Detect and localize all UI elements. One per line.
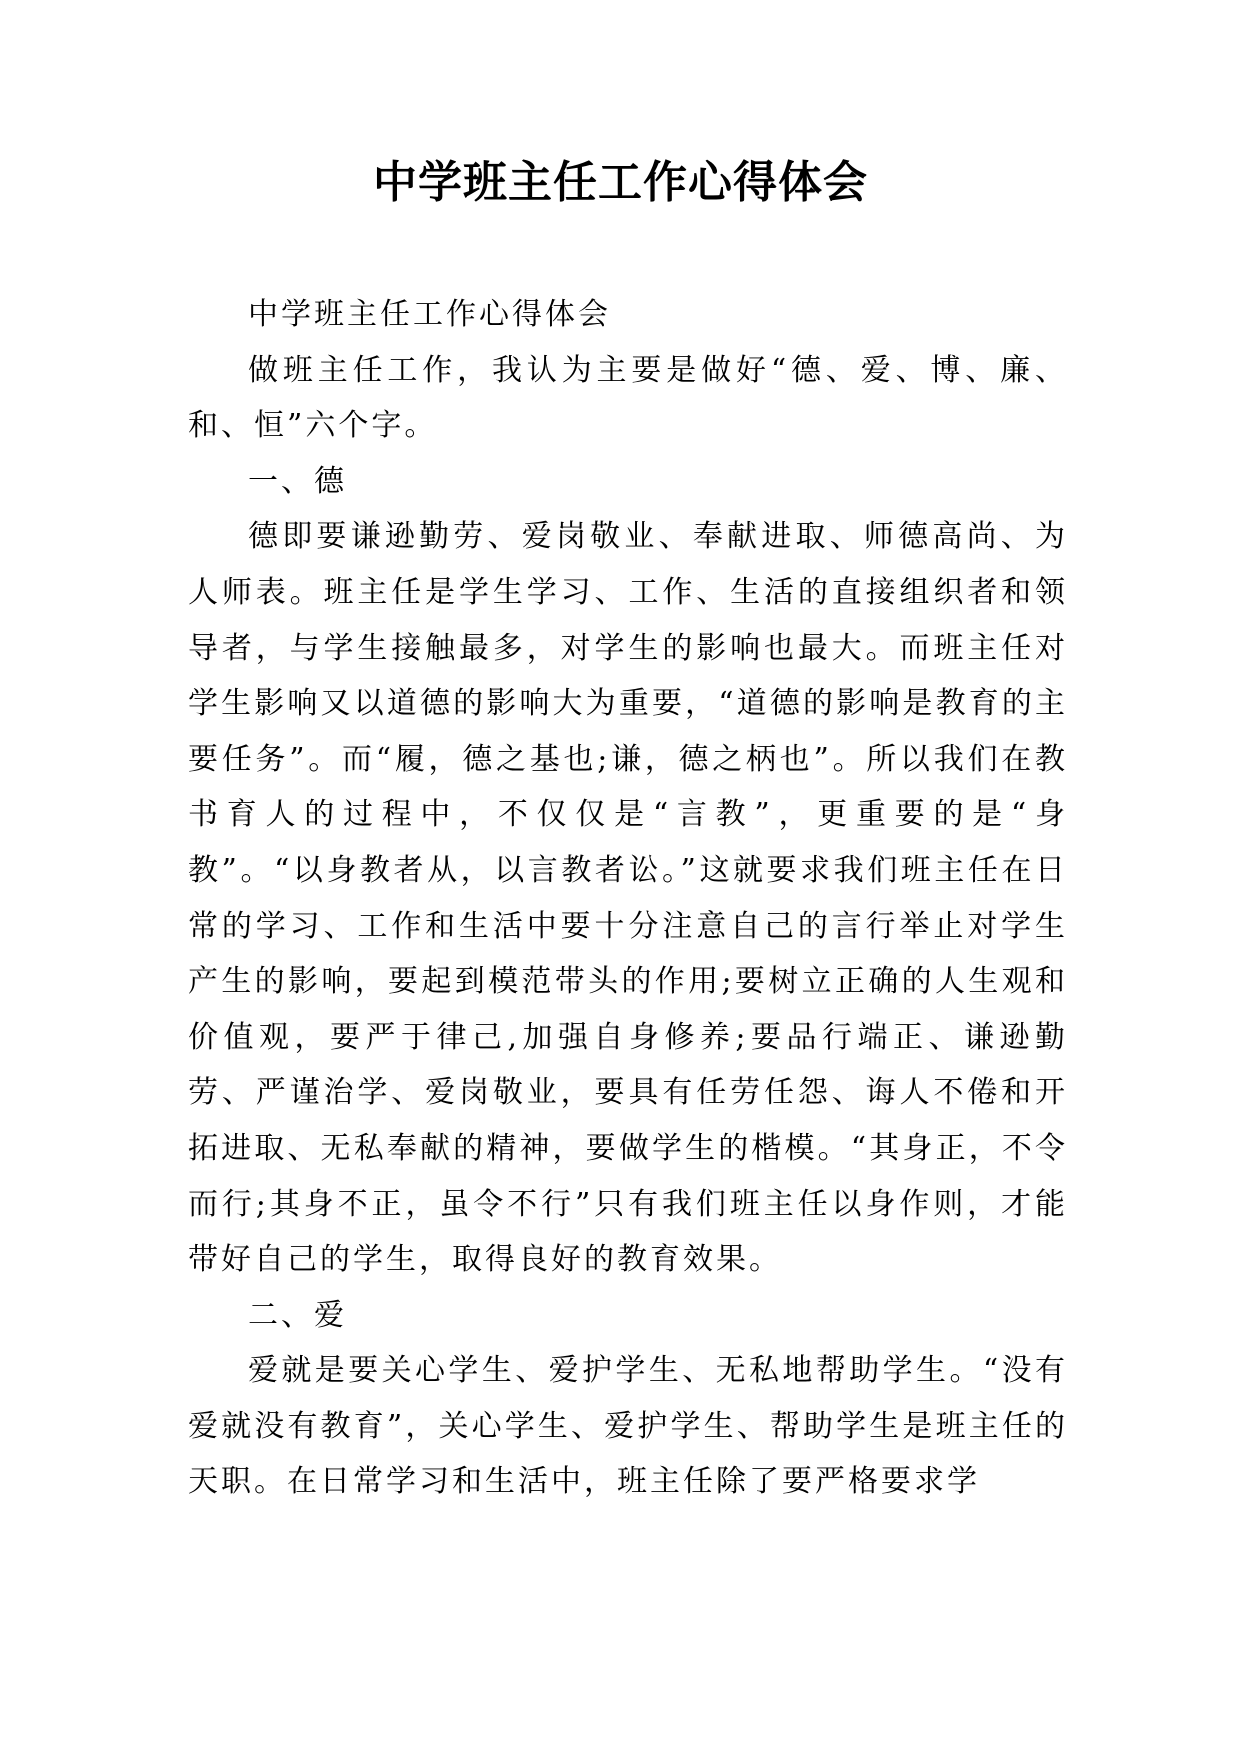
paragraph-ai: 爱就是要关心学生、爱护学生、无私地帮助学生。“没有爱就没有教育”，关心学生、爱护学生、帮助学生是班主任的天职。在日常学习和生活中，班主任除了要严格要求学: [188, 1353, 1068, 1500]
document-body: [188, 287, 1068, 1510]
section-heading-ai: 二、爱: [248, 1297, 347, 1333]
section-heading-de: 一、德: [248, 463, 347, 499]
document-title: 中学班主任工作心得体会: [373, 157, 868, 208]
paragraph-de: 德即要谦逊勤劳、爱岗敬业、奉献进取、师德高尚、为人师表。班主任是学生学习、工作、生活的直接组织者和领导者，与学生接触最多，对学生的影响也最大。而班主任对学生影响又以道德的影响大为重要，“道德的影响是教育的主要任务”。而“履，德之基也;谦，德之柄也”。所以我们在教书育人的过程中，不仅仅是“言教”，更重要的是“身教”。“以身教者从，以言教者讼。”这就要求我们班主任在日常的学习、工作和生活中要十分注意自己的言行举止对学生产生的影响，要起到模范带头的作用;要树立正确的人生观和价值观，要严于律己,加强自身修养;要品行端正、谦逊勤劳、严谨治学、爱岗敬业，要具有任劳任怨、诲人不倦和开拓进取、无私奉献的精神，要做学生的楷模。“其身正，不令而行;其身不正，虽令不行”只有我们班主任以身作则，才能带好自己的学生，取得良好的教育效果。: [188, 519, 1068, 1278]
paragraph-intro: 做班主任工作，我认为主要是做好“德、爱、博、廉、和、恒”六个字。: [188, 352, 1068, 444]
paragraph-subtitle: 中学班主任工作心得体会: [248, 297, 611, 332]
